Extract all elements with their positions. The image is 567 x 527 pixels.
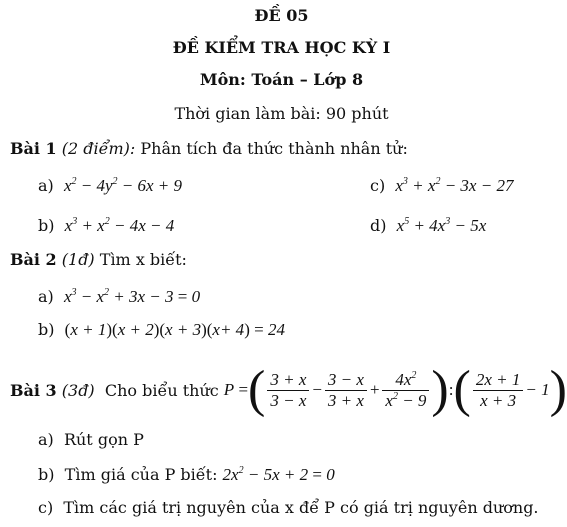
exam-title: ĐỀ KIỂM TRA HỌC KỲ I	[172, 38, 391, 57]
bai3-b-text: Tìm giá của P biết:	[64, 465, 218, 484]
bai3-c	[38, 498, 539, 517]
bai1-d	[370, 216, 486, 236]
bai1-d-label: d)	[370, 216, 387, 235]
bai2-points: (1đ)	[61, 250, 95, 269]
bai1-c	[370, 176, 513, 196]
bai3-points: (3đ)	[61, 380, 95, 400]
bai3-a-label: a)	[38, 430, 54, 449]
bai3-a	[38, 430, 144, 449]
bai2-heading	[10, 250, 187, 269]
bai1-c-label: c)	[370, 176, 386, 195]
bai1-b-expr: $x^3 + x^2 - 4x - 4$	[64, 216, 175, 235]
bai2-a-expr: $x^3 - x^2 + 3x - 3 = 0$	[63, 287, 201, 306]
bai2-b	[38, 320, 285, 340]
bai3-c-text: Tìm các giá trị nguyên của x để P có giá trị nguyên dương.	[63, 498, 539, 517]
exam-subject: Môn: Toán – Lớp 8	[199, 70, 364, 89]
bai1-b	[38, 216, 174, 236]
bai3-c-label: c)	[38, 498, 54, 517]
bai2-a	[38, 287, 200, 307]
bai1-heading	[10, 139, 408, 158]
bai1-label: Bài 1	[10, 139, 57, 158]
bai3-b	[38, 465, 335, 485]
bai1-a	[38, 176, 182, 196]
bai2-a-label: a)	[38, 287, 54, 306]
bai1-a-label: a)	[38, 176, 54, 195]
bai3-a-text: Rút gọn P	[63, 430, 144, 449]
bai1-text: Phân tích đa thức thành nhân tử:	[140, 139, 408, 158]
bai3-b-label: b)	[38, 465, 55, 484]
bai3-label: Bài 3	[10, 380, 57, 400]
bai1-c-expr: $x^3 + x^2 - 3x - 27$	[395, 176, 514, 195]
bai2-text: Tìm x biết:	[99, 250, 187, 269]
bai3-heading	[10, 360, 567, 420]
bai3-expression: P = ( $\frac{3 + x}{3 - x}$ − $\frac{3 - x}{3 + x}$ + $\frac{4x^2}{x^2 - 9}$ ) : ( $\frac{2x + 1}{x + 3}$ − 1 )	[223, 361, 567, 418]
bai1-points: (2 điểm):	[61, 139, 136, 158]
bai3-b-expr: $2x^2 - 5x + 2 = 0$	[222, 465, 335, 484]
bai1-a-expr: $x^2 - 4y^2 - 6x + 9$	[63, 176, 183, 195]
exam-time: Thời gian làm bài: 90 phút	[174, 104, 389, 123]
bai3-text: Cho biểu thức	[104, 380, 219, 400]
bai1-d-expr: $x^5 + 4x^3 - 5x$	[396, 216, 487, 235]
bai2-b-label: b)	[38, 320, 55, 339]
bai2-label: Bài 2	[10, 250, 57, 269]
bai1-b-label: b)	[38, 216, 55, 235]
exam-code: ĐỀ 05	[254, 6, 309, 25]
bai2-b-expr: (x + 1)(x + 2)(x + 3)(x+ 4) = 24	[64, 320, 285, 339]
